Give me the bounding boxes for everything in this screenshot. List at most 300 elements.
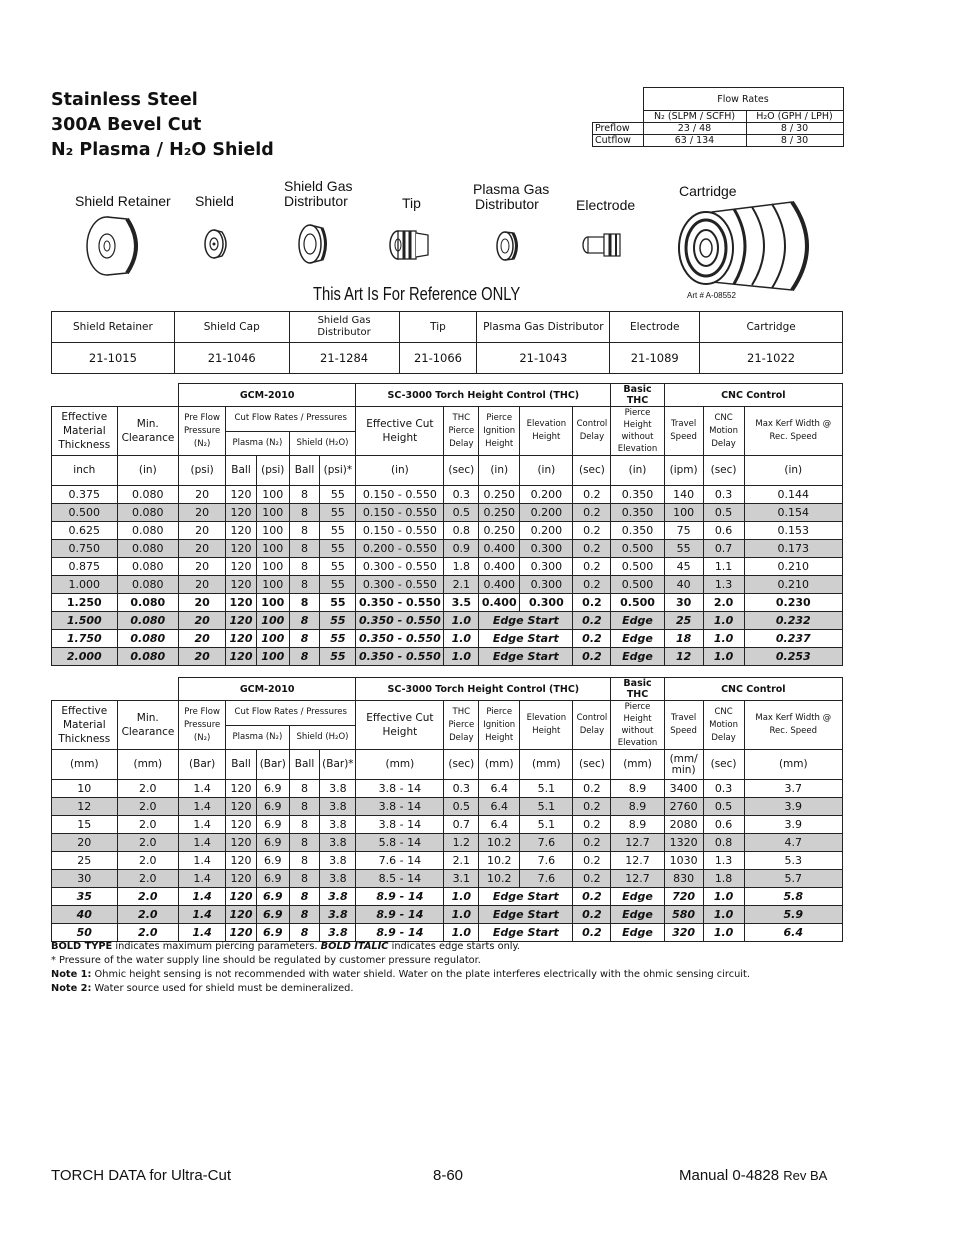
table-row (52, 540, 843, 558)
label-tip: Tip (402, 195, 421, 211)
unit-cell: (mm/ min) (664, 750, 703, 780)
table-cell: 3.8 (320, 888, 356, 906)
plasma-gas-distributor-illustration (495, 229, 525, 263)
bold-italic-label: BOLD ITALIC (320, 941, 389, 952)
table-cell: 120 (226, 522, 257, 540)
flow-preflow-label: Preflow (593, 123, 644, 135)
table-cell: 3.8 (320, 834, 356, 852)
part-number: 21-1022 (700, 343, 843, 374)
table-cell: 55 (320, 486, 356, 504)
table-cell: 120 (226, 648, 257, 666)
table-cell: 1.0 (703, 648, 744, 666)
table-cell: 0.300 (520, 576, 573, 594)
header-plasma: Plasma (N₂) (226, 725, 290, 750)
table-cell: 6.9 (256, 906, 289, 924)
table-cell: 0.8 (444, 522, 479, 540)
table-cell: 120 (226, 558, 257, 576)
unit-cell: Ball (289, 456, 320, 486)
unit-cell: (Bar) (256, 750, 289, 780)
table-cell: 0.7 (703, 540, 744, 558)
table-cell: 0.350 - 0.550 (356, 612, 444, 630)
table-cell: 18 (664, 630, 703, 648)
table-cell: 8.9 (611, 816, 664, 834)
flow-preflow-n2: 23 / 48 (643, 123, 746, 135)
flow-n2-header: N₂ (SLPM / SCFH) (643, 111, 746, 123)
unit-cell: (psi) (179, 456, 226, 486)
table-cell: 120 (226, 870, 257, 888)
table-cell: 30 (664, 594, 703, 612)
table-cell: 6.9 (256, 888, 289, 906)
unit-cell: (mm) (356, 750, 444, 780)
table-row (52, 906, 843, 924)
table-cell: 2.1 (444, 852, 479, 870)
header-thc-delay: THC Pierce Delay (444, 701, 479, 750)
table-cell: 0.5 (444, 798, 479, 816)
table-cell: 0.237 (744, 630, 842, 648)
footer-page-number: 8-60 (433, 1167, 464, 1184)
table-cell: 0.2 (573, 648, 611, 666)
table-row (52, 852, 843, 870)
table-cell: 0.3 (703, 780, 744, 798)
note-2 (51, 982, 750, 996)
table-cell: 0.080 (117, 612, 178, 630)
table-cell: 0.8 (703, 834, 744, 852)
table-cell: 100 (664, 504, 703, 522)
shield-retainer-illustration (85, 214, 149, 278)
table-cell: 0.2 (573, 924, 611, 942)
table-cell: 0.2 (573, 504, 611, 522)
table-cell: 10.2 (479, 870, 520, 888)
table-cell: 0.350 (611, 522, 664, 540)
note-1 (51, 968, 750, 982)
table-cell: 8 (289, 522, 320, 540)
table-cell: 4.7 (744, 834, 842, 852)
unit-cell: (sec) (573, 750, 611, 780)
table-cell: 1.0 (444, 612, 479, 630)
units-row (52, 750, 843, 780)
parts-header: Shield Retainer (52, 312, 175, 343)
table-cell: 0.173 (744, 540, 842, 558)
part-number: 21-1089 (610, 343, 700, 374)
unit-cell: (mm) (520, 750, 573, 780)
table-cell: 1.0 (444, 648, 479, 666)
header-kerf: Max Kerf Width @ Rec. Speed (744, 701, 842, 750)
table-cell: 1.0 (703, 630, 744, 648)
table-cell: 8 (289, 630, 320, 648)
header-clearance: Min. Clearance (117, 407, 178, 456)
table-cell: 2.0 (117, 798, 178, 816)
table-cell: 100 (256, 540, 289, 558)
table-row (52, 486, 843, 504)
unit-cell: (mm) (611, 750, 664, 780)
table-cell: 1.4 (179, 870, 226, 888)
table-cell: 20 (179, 594, 226, 612)
footer-manual (679, 1167, 827, 1184)
footer-revision: Rev BA (783, 1168, 828, 1183)
table-cell: 100 (256, 558, 289, 576)
table-row (52, 576, 843, 594)
table-cell: Edge Start (479, 630, 573, 648)
header-plasma: Plasma (N₂) (226, 431, 290, 456)
note-1-text: Ohmic height sensing is not recommended with water shield. Water on the plate interferes electrically with the ohmic sensing circuit. (91, 969, 750, 980)
table-cell: 0.2 (573, 522, 611, 540)
table-cell: Edge (611, 888, 664, 906)
table-cell: Edge (611, 906, 664, 924)
table-cell: 1.8 (703, 870, 744, 888)
table-cell: 0.2 (573, 780, 611, 798)
table-cell: 8 (289, 504, 320, 522)
table-cell: 0.3 (444, 486, 479, 504)
table-cell: 2760 (664, 798, 703, 816)
header-motion-delay: CNC Motion Delay (703, 701, 744, 750)
table-cell: 2080 (664, 816, 703, 834)
header-cut-height: Effective Cut Height (356, 407, 444, 456)
table-cell: 1.250 (52, 594, 118, 612)
label-shield: Shield (195, 193, 234, 209)
blank-corner (52, 678, 179, 701)
table-cell: 55 (320, 504, 356, 522)
table-cell: 830 (664, 870, 703, 888)
table-cell: 8.5 - 14 (356, 870, 444, 888)
table-cell: 1.0 (703, 924, 744, 942)
title-gases: N₂ Plasma / H₂O Shield (51, 140, 274, 160)
table-cell: 0.500 (611, 540, 664, 558)
table-cell: 1.4 (179, 852, 226, 870)
table-cell: 55 (320, 594, 356, 612)
parts-header-row (52, 312, 843, 343)
table-cell: 100 (256, 594, 289, 612)
note-2-label: Note 2: (51, 983, 92, 994)
table-cell: 140 (664, 486, 703, 504)
table-cell: 0.350 (611, 486, 664, 504)
cartridge-illustration (672, 198, 822, 294)
table-row (52, 798, 843, 816)
table-cell: 1.4 (179, 780, 226, 798)
table-cell: 8 (289, 576, 320, 594)
table-cell: 3.8 (320, 924, 356, 942)
label-plasma-gas-1: Plasma Gas (473, 181, 550, 197)
label-cartridge: Cartridge (679, 183, 737, 199)
table-cell: 2.0 (117, 888, 178, 906)
metric-cut-table (51, 677, 843, 942)
header-travel: Travel Speed (664, 701, 703, 750)
parts-header: Plasma Gas Distributor (477, 312, 610, 343)
table-cell: 6.4 (479, 816, 520, 834)
bold-type-label: BOLD TYPE (51, 941, 113, 952)
table-cell: 1.500 (52, 612, 118, 630)
table-cell: 40 (52, 906, 118, 924)
table-cell: 0.7 (444, 816, 479, 834)
table-cell: 0.2 (573, 486, 611, 504)
table-cell: 0.080 (117, 522, 178, 540)
table-cell: 120 (226, 540, 257, 558)
table-cell: 0.350 - 0.550 (356, 648, 444, 666)
table-cell: 8 (289, 540, 320, 558)
table-cell: 0.350 - 0.550 (356, 630, 444, 648)
unit-cell: (psi)* (320, 456, 356, 486)
table-cell: 3.8 (320, 780, 356, 798)
table-cell: 55 (664, 540, 703, 558)
header-cutflow: Cut Flow Rates / Pressures (226, 407, 356, 432)
group-basic: Basic THC (611, 384, 664, 407)
table-cell: 2.0 (117, 870, 178, 888)
header-motion-delay: CNC Motion Delay (703, 407, 744, 456)
table-cell: 8 (289, 594, 320, 612)
footer-manual-number: Manual 0-4828 (679, 1167, 780, 1184)
table-cell: 6.4 (479, 780, 520, 798)
group-cnc: CNC Control (664, 384, 842, 407)
label-shield-gas-2: Distributor (284, 193, 348, 209)
table-cell: 5.8 - 14 (356, 834, 444, 852)
table-cell: 55 (320, 576, 356, 594)
table-cell: 3.9 (744, 798, 842, 816)
table-cell: 25 (52, 852, 118, 870)
table-cell: 120 (226, 798, 257, 816)
table-cell: 1.4 (179, 798, 226, 816)
header-pierce-noelev: Pierce Height without Elevation (611, 407, 664, 456)
title-process: 300A Bevel Cut (51, 115, 202, 135)
header-shield: Shield (H₂O) (289, 725, 356, 750)
table-cell: 30 (52, 870, 118, 888)
table-cell: 3400 (664, 780, 703, 798)
label-plasma-gas-2: Distributor (475, 196, 539, 212)
table-cell: 120 (226, 906, 257, 924)
flow-rates-table (592, 87, 844, 147)
table-cell: 6.9 (256, 798, 289, 816)
table-cell: 6.9 (256, 780, 289, 798)
table-cell: 0.200 (520, 486, 573, 504)
part-number: 21-1046 (174, 343, 289, 374)
table-cell: 20 (179, 522, 226, 540)
table-cell: 1.1 (703, 558, 744, 576)
table-cell: 0.300 (520, 558, 573, 576)
table-cell: 12.7 (611, 834, 664, 852)
table-cell: 120 (226, 504, 257, 522)
table-cell: 8 (289, 558, 320, 576)
table-cell: 6.9 (256, 870, 289, 888)
unit-cell: (in) (479, 456, 520, 486)
header-shield: Shield (H₂O) (289, 431, 356, 456)
table-row (52, 630, 843, 648)
table-cell: 120 (226, 924, 257, 942)
table-cell: 8.9 - 14 (356, 906, 444, 924)
table-cell: 6.9 (256, 834, 289, 852)
label-electrode: Electrode (576, 197, 636, 213)
table-cell: 3.8 - 14 (356, 816, 444, 834)
table-cell: 1.0 (444, 630, 479, 648)
table-cell: 35 (52, 888, 118, 906)
table-cell: 120 (226, 888, 257, 906)
table-cell: 8 (289, 834, 320, 852)
table-cell: 20 (179, 486, 226, 504)
table-cell: 1.4 (179, 834, 226, 852)
table-cell: 0.230 (744, 594, 842, 612)
table-cell: 7.6 (520, 870, 573, 888)
label-shield-retainer: Shield Retainer (75, 193, 171, 209)
table-cell: 20 (179, 540, 226, 558)
table-cell: 55 (320, 540, 356, 558)
table-cell: 1.4 (179, 906, 226, 924)
table-cell: 0.2 (573, 888, 611, 906)
table-row (52, 780, 843, 798)
table-cell: 100 (256, 648, 289, 666)
table-cell: 8 (289, 816, 320, 834)
unit-cell: (sec) (573, 456, 611, 486)
table-cell: 0.2 (573, 576, 611, 594)
header-pierce-noelev: Pierce Height without Elevation (611, 701, 664, 750)
tip-illustration (386, 225, 436, 265)
header-thickness: Effective Material Thickness (52, 407, 118, 456)
table-cell: 3.9 (744, 816, 842, 834)
table-cell: 8 (289, 852, 320, 870)
unit-cell: (psi) (256, 456, 289, 486)
table-cell: 120 (226, 612, 257, 630)
table-cell: 1.0 (703, 906, 744, 924)
group-sc: SC-3000 Torch Height Control (THC) (356, 678, 611, 701)
table-cell: 120 (226, 630, 257, 648)
table-cell: Edge (611, 630, 664, 648)
table-cell: 1.4 (179, 888, 226, 906)
table-cell: 75 (664, 522, 703, 540)
shield-illustration (202, 226, 232, 262)
table-cell: 0.500 (611, 594, 664, 612)
header-preflow: Pre Flow Pressure (N₂) (179, 701, 226, 750)
table-cell: 3.1 (444, 870, 479, 888)
table-cell: 0.2 (573, 834, 611, 852)
label-shield-gas-1: Shield Gas (284, 178, 353, 194)
table-cell: 320 (664, 924, 703, 942)
note-2-text: Water source used for shield must be demineralized. (91, 983, 354, 994)
table-cell: 0.2 (573, 798, 611, 816)
table-cell: 0.400 (479, 594, 520, 612)
table-cell: 0.500 (611, 558, 664, 576)
units-row (52, 456, 843, 486)
table-cell: 20 (179, 558, 226, 576)
flow-cutflow-h2o: 8 / 30 (746, 135, 843, 147)
table-cell: 2.1 (444, 576, 479, 594)
table-cell: 0.2 (573, 612, 611, 630)
table-cell: 100 (256, 630, 289, 648)
table-cell: 0.3 (703, 486, 744, 504)
table-cell: 100 (256, 522, 289, 540)
flow-rates-title: Flow Rates (643, 88, 843, 111)
unit-cell: (sec) (444, 456, 479, 486)
flow-preflow-h2o: 8 / 30 (746, 123, 843, 135)
flow-h2o-header: H₂O (GPH / LPH) (746, 111, 843, 123)
table-cell: 0.200 - 0.550 (356, 540, 444, 558)
electrode-illustration (580, 230, 626, 260)
pressure-note: * Pressure of the water supply line should be regulated by customer pressure regulator. (51, 955, 481, 966)
table-cell: 55 (320, 648, 356, 666)
group-cnc: CNC Control (664, 678, 842, 701)
header-thc-delay: THC Pierce Delay (444, 407, 479, 456)
table-cell: 55 (320, 630, 356, 648)
unit-cell: Ball (289, 750, 320, 780)
table-cell: 2.0 (703, 594, 744, 612)
table-cell: 55 (320, 612, 356, 630)
table-cell: 580 (664, 906, 703, 924)
table-cell: 120 (226, 594, 257, 612)
table-cell: 2.0 (117, 906, 178, 924)
table-cell: 10 (52, 780, 118, 798)
column-header-row (52, 407, 843, 432)
table-cell: 0.250 (479, 486, 520, 504)
parts-header: Shield Cap (174, 312, 289, 343)
part-number: 21-1066 (399, 343, 477, 374)
table-row (52, 816, 843, 834)
table-cell: 120 (226, 816, 257, 834)
table-cell: 100 (256, 612, 289, 630)
note-1-label: Note 1: (51, 969, 92, 980)
table-cell: 20 (179, 612, 226, 630)
table-cell: 0.350 - 0.550 (356, 594, 444, 612)
table-cell: 120 (226, 852, 257, 870)
unit-cell: (mm) (117, 750, 178, 780)
parts-header: Cartridge (700, 312, 843, 343)
table-cell: 3.8 - 14 (356, 780, 444, 798)
header-clearance: Min. Clearance (117, 701, 178, 750)
table-cell: 720 (664, 888, 703, 906)
table-cell: 15 (52, 816, 118, 834)
table-cell: 1320 (664, 834, 703, 852)
table-cell: 0.6 (703, 522, 744, 540)
table-cell: 0.5 (703, 798, 744, 816)
table-cell: 10.2 (479, 852, 520, 870)
table-cell: 7.6 (520, 852, 573, 870)
table-cell: Edge Start (479, 648, 573, 666)
parts-header: Tip (399, 312, 477, 343)
table-cell: 8.9 (611, 780, 664, 798)
table-cell: 0.5 (444, 504, 479, 522)
table-cell: 0.2 (573, 852, 611, 870)
art-number: Art # A-08552 (687, 291, 736, 300)
table-cell: Edge (611, 924, 664, 942)
header-pierce-height: Pierce Ignition Height (479, 407, 520, 456)
table-cell: 8 (289, 648, 320, 666)
table-cell: 0.2 (573, 540, 611, 558)
table-cell: 20 (52, 834, 118, 852)
table-cell: 2.0 (117, 852, 178, 870)
title-material: Stainless Steel (51, 90, 198, 110)
table-cell: 50 (52, 924, 118, 942)
table-cell: 0.400 (479, 558, 520, 576)
table-cell: 12.7 (611, 852, 664, 870)
table-cell: 100 (256, 504, 289, 522)
table-row (52, 522, 843, 540)
table-cell: 1.3 (703, 852, 744, 870)
table-cell: 0.9 (444, 540, 479, 558)
part-number: 21-1015 (52, 343, 175, 374)
table-cell: 5.1 (520, 780, 573, 798)
header-thickness: Effective Material Thickness (52, 701, 118, 750)
table-cell: 0.144 (744, 486, 842, 504)
table-cell: 100 (256, 486, 289, 504)
table-cell: 12 (52, 798, 118, 816)
table-cell: 120 (226, 486, 257, 504)
imperial-cut-table (51, 383, 843, 666)
header-cut-height: Effective Cut Height (356, 701, 444, 750)
table-cell: 0.2 (573, 870, 611, 888)
table-cell: 0.2 (573, 906, 611, 924)
table-row (52, 504, 843, 522)
table-cell: 0.210 (744, 558, 842, 576)
part-number: 21-1284 (289, 343, 399, 374)
table-cell: 55 (320, 522, 356, 540)
unit-cell: (Bar) (179, 750, 226, 780)
table-cell: 3.8 (320, 852, 356, 870)
table-cell: 3.7 (744, 780, 842, 798)
table-cell: 0.400 (479, 576, 520, 594)
